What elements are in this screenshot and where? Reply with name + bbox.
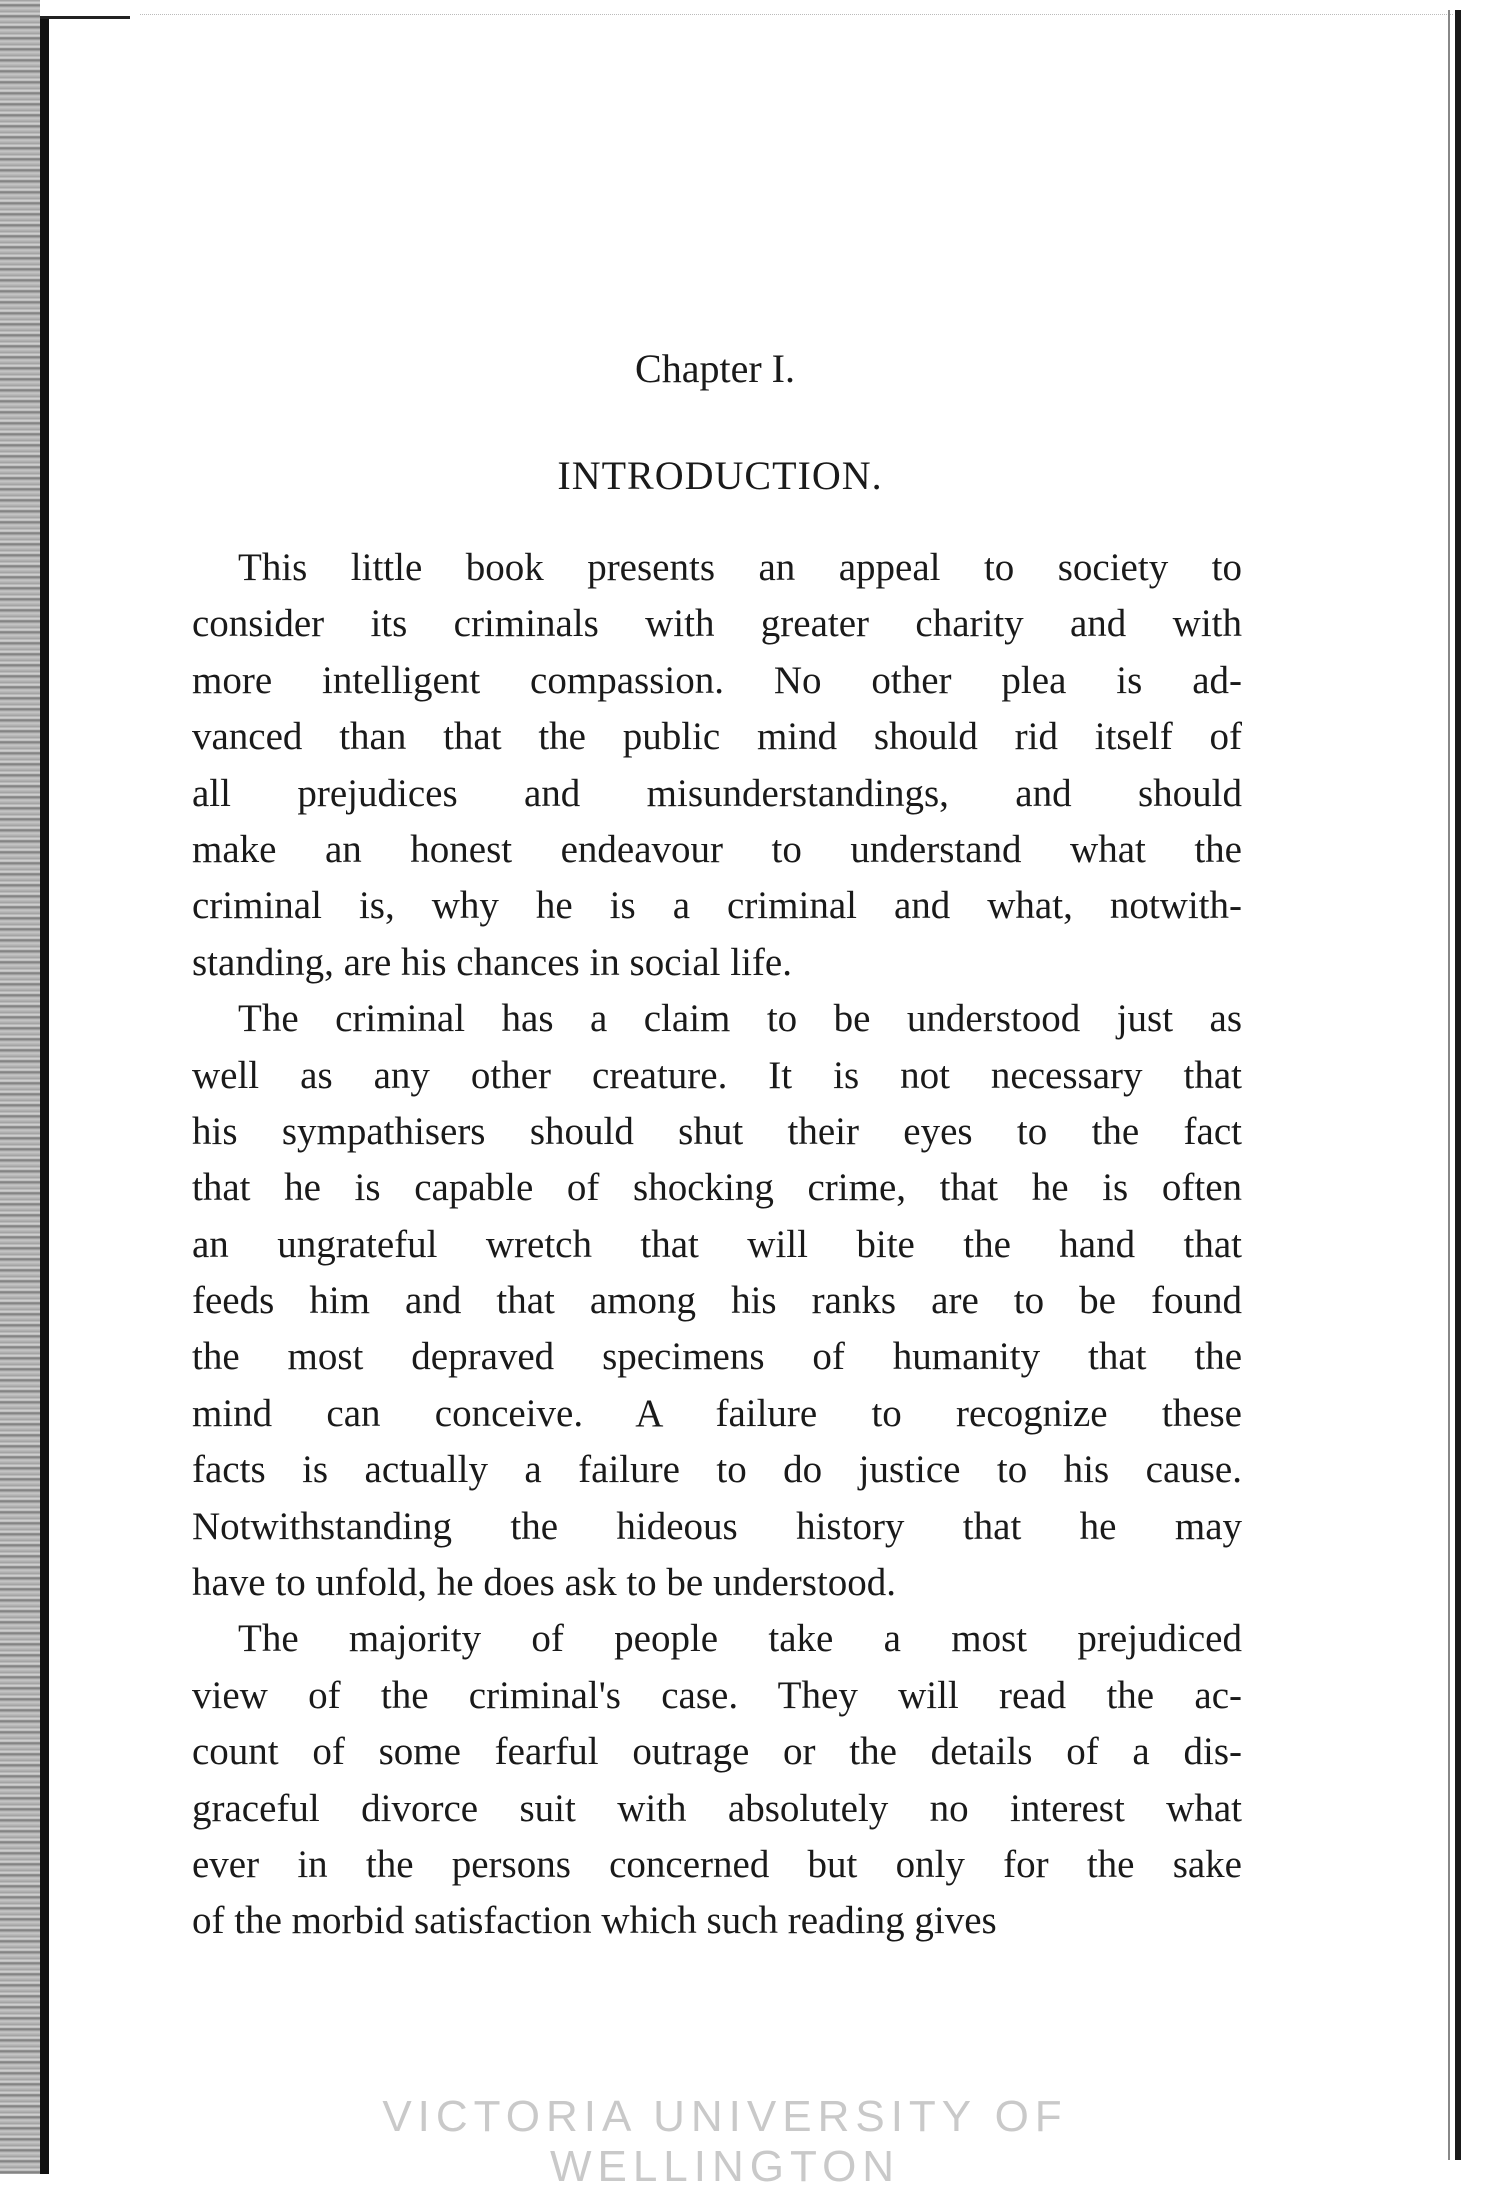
right-page-border (1455, 10, 1461, 2160)
scanned-binding-edge (0, 0, 40, 2174)
text-line: The majority of people take a most prejudiced (238, 1617, 1242, 1661)
text-line: Notwithstanding the hideous history that he may (192, 1504, 1242, 1548)
text-line: that he is capable of shocking crime, that he is often (192, 1166, 1242, 1210)
paragraph (192, 540, 1242, 991)
text-line: vanced than that the public mind should rid itself of (192, 715, 1242, 759)
right-page-shadow (1448, 10, 1450, 2160)
library-watermark: VICTORIA UNIVERSITY OF WELLINGTON (382, 2092, 1068, 2191)
paragraph (192, 1611, 1242, 1949)
text-line: feeds him and that among his ranks are to be found (192, 1279, 1242, 1323)
text-line: all prejudices and misunderstandings, and should (192, 771, 1242, 815)
paragraph (192, 991, 1242, 1611)
text-line: facts is actually a failure to do justice to his cause. (192, 1448, 1242, 1492)
body-text (192, 540, 1242, 1950)
chapter-title: INTRODUCTION. (557, 453, 883, 498)
text-line: make an honest endeavour to understand what the (192, 827, 1242, 871)
text-line: view of the criminal's case. They will read the ac- (192, 1673, 1242, 1717)
text-line: consider its criminals with greater charity and with (192, 602, 1242, 646)
text-line: This little book presents an appeal to society to (238, 546, 1242, 589)
text-line: graceful divorce suit with absolutely no interest what (192, 1786, 1242, 1830)
text-line: count of some fearful outrage or the details of a dis- (192, 1730, 1242, 1774)
text-line: The criminal has a claim to be understood just as (238, 997, 1242, 1041)
text-line: ever in the persons concerned but only for the sake (192, 1842, 1242, 1886)
text-line: criminal is, why he is a criminal and what, notwith- (192, 884, 1242, 928)
left-page-border (40, 18, 49, 2174)
text-line: more intelligent compassion. No other plea is ad- (192, 658, 1242, 702)
top-edge-dots (140, 14, 1453, 15)
text-line: an ungrateful wretch that will bite the hand that (192, 1222, 1242, 1266)
top-corner-rule (40, 16, 130, 19)
text-line: well as any other creature. It is not necessary that (192, 1053, 1242, 1097)
text-line: his sympathisers should shut their eyes to the fact (192, 1109, 1242, 1153)
chapter-number: Chapter I. (635, 346, 795, 391)
text-line: standing, are his chances in social life. (192, 940, 792, 984)
text-line: of the morbid satisfaction which such reading gives (192, 1899, 997, 1943)
text-line: mind can conceive. A failure to recognize these (192, 1391, 1242, 1435)
text-line: the most depraved specimens of humanity that the (192, 1335, 1242, 1379)
text-line: have to unfold, he does ask to be understood. (192, 1561, 897, 1605)
